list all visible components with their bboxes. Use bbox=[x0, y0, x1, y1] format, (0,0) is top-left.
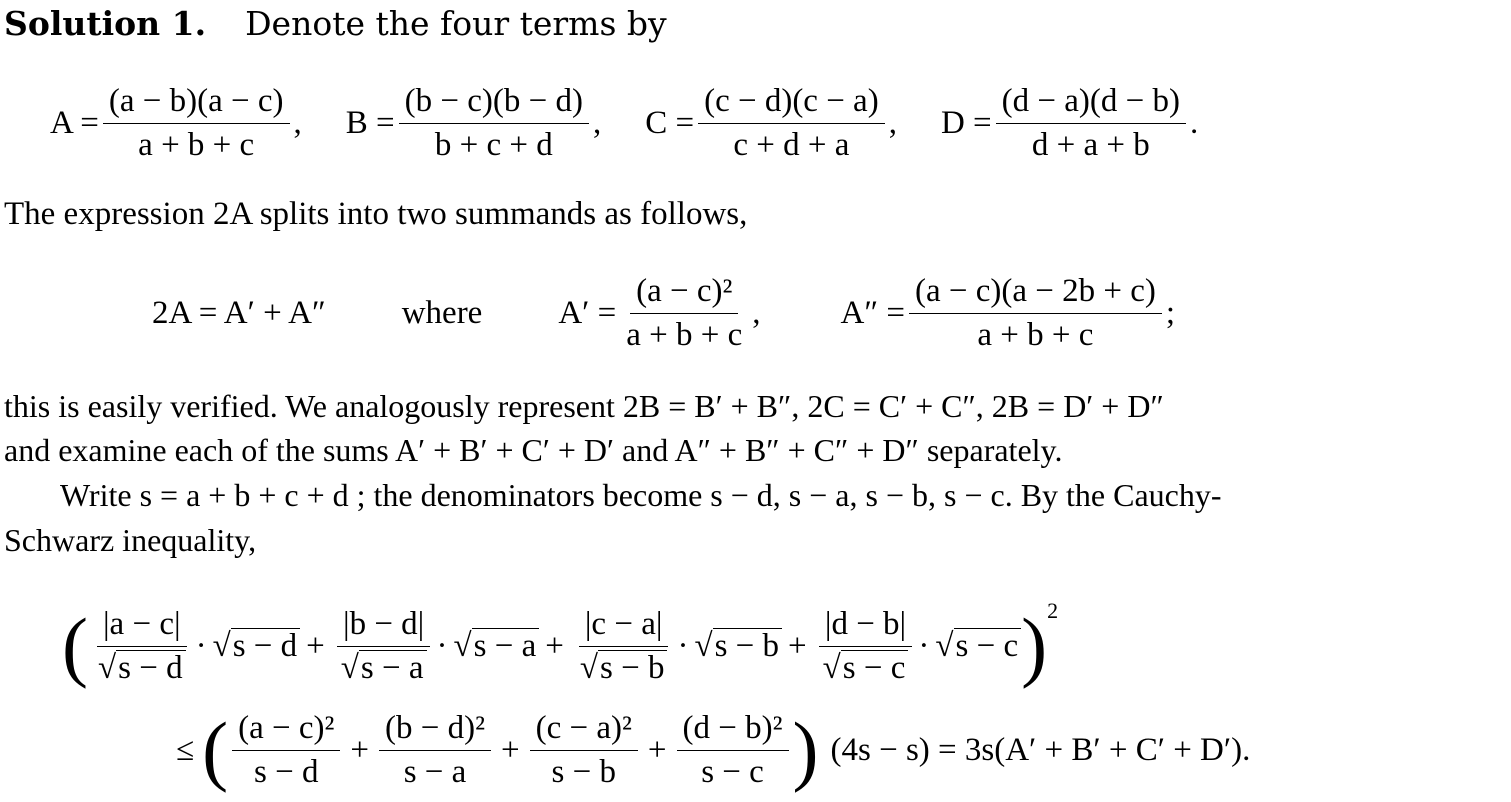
definitions-equation bbox=[50, 78, 1198, 168]
cs2-frac1 bbox=[232, 710, 340, 791]
def-b-numerator: (b − c)(b − d) bbox=[399, 83, 589, 124]
cs1-term2-fraction bbox=[335, 606, 433, 687]
cs1-dot4: · bbox=[918, 627, 930, 664]
def-d-lhs: D = bbox=[940, 104, 992, 141]
def-b-sep: , bbox=[592, 104, 602, 141]
split-equation bbox=[152, 268, 1175, 358]
cs1-term2-numerator: |b − d| bbox=[337, 606, 430, 647]
def-c-numerator: (c − d)(c − a) bbox=[698, 83, 885, 124]
a-dprime-sep: ; bbox=[1165, 294, 1176, 331]
para1-line2: and examine each of the sums A′ + B′ + C′ + D′ and A″ + B″ + C″ + D″ separately. bbox=[4, 432, 1063, 468]
def-a-lhs: A = bbox=[50, 104, 99, 141]
cs1-root3-body: s − b bbox=[713, 628, 782, 663]
cs2-frac3 bbox=[530, 710, 638, 791]
def-b-lhs: B = bbox=[345, 104, 395, 141]
a-dprime-lhs: A″ = bbox=[840, 294, 905, 331]
cs1-root4-body: s − c bbox=[954, 628, 1022, 663]
cs2-open-paren: ( bbox=[202, 706, 229, 793]
cs1-term1-denominator: √s − d bbox=[92, 647, 192, 687]
cs1-root1: √s − d bbox=[213, 628, 301, 665]
def-d-denominator: d + a + b bbox=[1031, 126, 1150, 163]
cs1-term3-den-root: s − b bbox=[598, 650, 667, 685]
split-sentence: The expression 2A splits into two summands as follows, bbox=[4, 196, 748, 232]
a-prime-numerator: (a − c)² bbox=[630, 273, 738, 314]
cs1-root4: √s − c bbox=[935, 628, 1021, 665]
def-a-numerator: (a − b)(a − c) bbox=[103, 83, 290, 124]
cs1-plus1: + bbox=[306, 627, 325, 664]
cs1-dot1: · bbox=[195, 627, 207, 664]
cs2-frac3-denominator: s − b bbox=[551, 753, 616, 790]
para2-line2: Schwarz inequality, bbox=[4, 522, 257, 558]
cs1-exponent: 2 bbox=[1047, 598, 1059, 623]
cs1-root2-body: s − a bbox=[472, 628, 540, 663]
cs2-close-paren: ) bbox=[792, 706, 819, 793]
cs1-term4-fraction bbox=[817, 606, 915, 687]
cs2-frac4 bbox=[677, 710, 789, 791]
cs2-plus3: + bbox=[647, 731, 667, 768]
def-c-sep: , bbox=[888, 104, 897, 141]
def-c-denominator: c + d + a bbox=[733, 126, 850, 163]
a-dprime-fraction bbox=[909, 273, 1162, 354]
cs1-plus2: + bbox=[545, 627, 564, 664]
cs1-dot2: · bbox=[436, 627, 448, 664]
solution-label: Solution 1. bbox=[4, 4, 207, 43]
cauchy-schwarz-lhs bbox=[62, 596, 1058, 696]
cs1-term3-numerator: |c − a| bbox=[579, 606, 669, 647]
def-a-sep: , bbox=[293, 104, 302, 141]
cs2-frac3-numerator: (c − a)² bbox=[530, 710, 638, 751]
cs1-plus3: + bbox=[788, 627, 807, 664]
solution-heading bbox=[4, 4, 667, 44]
cs1-dot3: · bbox=[677, 627, 689, 664]
cs2-frac1-denominator: s − d bbox=[254, 753, 319, 790]
cs1-term4-numerator: |d − b| bbox=[819, 606, 912, 647]
cs2-plus2: + bbox=[501, 731, 520, 768]
cs1-root3: √s − b bbox=[694, 628, 782, 665]
cs2-frac2-numerator: (b − d)² bbox=[379, 710, 491, 751]
cs2-frac1-numerator: (a − c)² bbox=[232, 710, 340, 751]
cs1-close-paren: ) bbox=[1021, 602, 1048, 689]
cs2-frac2-denominator: s − a bbox=[403, 753, 467, 790]
def-a-denominator: a + b + c bbox=[138, 126, 255, 163]
a-prime-denominator: a + b + c bbox=[626, 316, 743, 353]
cs1-term1-den-root: s − d bbox=[116, 650, 185, 685]
cs1-term4-denominator: √s − c bbox=[817, 647, 915, 687]
cs2-tail: (4s − s) = 3s(A′ + B′ + C′ + D′). bbox=[830, 731, 1251, 768]
cs1-term2-denominator: √s − a bbox=[335, 647, 433, 687]
cs2-frac4-denominator: s − c bbox=[701, 753, 764, 790]
para2-line1: Write s = a + b + c + d ; the denominators become s − d, s − a, s − b, s − c. By the Cauchy- bbox=[60, 477, 1222, 513]
def-d-fraction bbox=[996, 83, 1186, 164]
split-where: where bbox=[401, 294, 483, 331]
a-dprime-numerator: (a − c)(a − 2b + c) bbox=[909, 273, 1162, 314]
a-dprime-denominator: a + b + c bbox=[977, 316, 1094, 353]
cs2-plus1: + bbox=[350, 731, 370, 768]
a-prime-lhs: A′ = bbox=[558, 294, 617, 331]
cs2-frac2 bbox=[379, 710, 491, 791]
cs1-term2-den-root: s − a bbox=[359, 650, 427, 685]
def-c-lhs: C = bbox=[645, 104, 695, 141]
cs1-term1-numerator: |a − c| bbox=[97, 606, 187, 647]
cauchy-schwarz-rhs bbox=[176, 702, 1250, 798]
def-a-fraction bbox=[103, 83, 290, 164]
cs1-term3-fraction bbox=[574, 606, 674, 687]
cs2-le: ≤ bbox=[176, 731, 195, 768]
split-lhs: 2A = A′ + A″ bbox=[152, 294, 326, 331]
a-prime-fraction bbox=[620, 273, 748, 354]
cs1-term3-denominator: √s − b bbox=[574, 647, 674, 687]
para1-line1: this is easily verified. We analogously represent 2B = B′ + B″, 2C = C′ + C″, 2B = D′ + D″ bbox=[4, 388, 1164, 424]
cs1-term4-den-root: s − c bbox=[841, 650, 909, 685]
cs1-root2: √s − a bbox=[454, 628, 540, 665]
heading-text: Denote the four terms by bbox=[245, 4, 667, 43]
def-b-fraction bbox=[399, 83, 589, 164]
def-c-fraction bbox=[698, 83, 885, 164]
def-d-numerator: (d − a)(d − b) bbox=[996, 83, 1186, 124]
a-prime-sep: , bbox=[752, 294, 761, 331]
cs2-frac4-numerator: (d − b)² bbox=[677, 710, 789, 751]
cs1-root1-body: s − d bbox=[231, 628, 300, 663]
def-d-sep: . bbox=[1189, 104, 1199, 141]
cs1-term1-fraction bbox=[92, 606, 192, 687]
cs1-open-paren: ( bbox=[62, 602, 88, 689]
def-b-denominator: b + c + d bbox=[434, 126, 553, 163]
